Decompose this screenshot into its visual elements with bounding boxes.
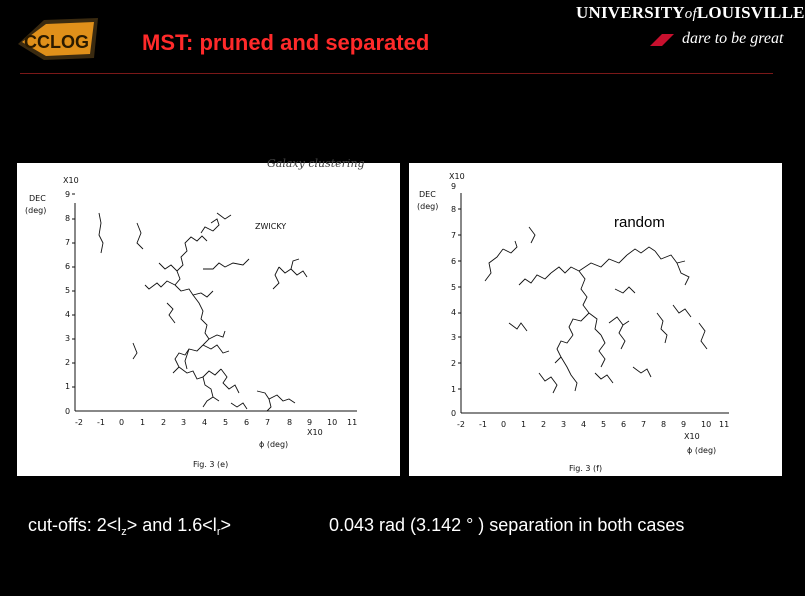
cutoffs-sub-r: r: [216, 526, 221, 538]
university-city: LOUISVILLE: [696, 3, 805, 22]
svg-text:6: 6: [451, 257, 457, 266]
svg-text:3: 3: [451, 333, 457, 342]
svg-text:8: 8: [661, 420, 667, 429]
cclog-logo: [14, 14, 102, 64]
svg-text:0: 0: [119, 418, 125, 427]
svg-text:2: 2: [161, 418, 167, 427]
cutoffs-text: [28, 515, 231, 538]
svg-text:6: 6: [65, 262, 71, 271]
x-tick-labels: [457, 420, 729, 429]
svg-text:5: 5: [223, 418, 229, 427]
x-scale-label: X10: [307, 428, 323, 437]
svg-text:4: 4: [581, 420, 587, 429]
mst-figure-random: [409, 163, 782, 476]
svg-text:9: 9: [65, 190, 71, 199]
university-swoosh-icon: [648, 32, 676, 48]
svg-text:-2: -2: [75, 418, 83, 427]
x-axis-label: ϕ (deg): [259, 440, 289, 449]
svg-text:7: 7: [451, 231, 457, 240]
y-scale-label: X10: [63, 176, 79, 185]
zwicky-label: ZWICKY: [255, 222, 287, 231]
mst-branches: [99, 213, 307, 411]
dec-unit: (deg): [417, 202, 439, 211]
header-divider: [20, 73, 773, 74]
svg-text:7: 7: [65, 238, 71, 247]
svg-text:1: 1: [521, 420, 527, 429]
svg-text:4: 4: [451, 308, 457, 317]
svg-text:3: 3: [181, 418, 187, 427]
slide-title: MST: pruned and separated: [142, 30, 430, 55]
mst-figure-zwicky: [17, 157, 400, 476]
cutoffs-prefix: cut-offs: 2<l: [28, 515, 122, 535]
svg-text:3: 3: [561, 420, 567, 429]
svg-text:8: 8: [287, 418, 293, 427]
svg-text:1: 1: [140, 418, 146, 427]
svg-text:9: 9: [451, 182, 457, 191]
y-scale-label: X10: [449, 172, 465, 181]
x-scale-label: X10: [684, 432, 700, 441]
svg-text:-1: -1: [479, 420, 487, 429]
svg-text:7: 7: [641, 420, 647, 429]
y-tick-labels: [451, 182, 456, 418]
svg-text:3: 3: [65, 334, 71, 343]
dec-label: DEC: [419, 190, 436, 199]
svg-text:10: 10: [701, 420, 712, 429]
svg-text:8: 8: [65, 214, 71, 223]
figure-caption: Fig. 3 (f): [569, 464, 603, 473]
x-tick-labels: [75, 418, 357, 427]
figure-top-caption: Galaxy clustering: [267, 157, 365, 170]
cutoffs-sub-z: z: [121, 526, 127, 538]
cutoffs-middle: > and 1.6<l: [126, 515, 217, 535]
svg-text:11: 11: [347, 418, 358, 427]
svg-text:0: 0: [451, 409, 457, 418]
svg-text:2: 2: [65, 358, 71, 367]
svg-text:6: 6: [621, 420, 627, 429]
university-tagline: dare to be great: [682, 30, 784, 47]
y-tick-labels: [65, 190, 70, 416]
university-word: UNIVERSITY: [576, 3, 685, 22]
svg-text:-2: -2: [457, 420, 465, 429]
svg-text:5: 5: [601, 420, 607, 429]
svg-text:6: 6: [244, 418, 250, 427]
svg-text:8: 8: [451, 205, 457, 214]
svg-text:11: 11: [719, 420, 730, 429]
svg-text:4: 4: [202, 418, 208, 427]
figure-caption: Fig. 3 (e): [193, 460, 229, 469]
svg-text:2: 2: [541, 420, 547, 429]
svg-text:7: 7: [265, 418, 271, 427]
svg-text:1: 1: [65, 382, 71, 391]
svg-text:-1: -1: [97, 418, 105, 427]
dec-label: DEC: [29, 194, 46, 203]
svg-text:1: 1: [451, 385, 457, 394]
dec-unit: (deg): [25, 206, 47, 215]
svg-text:5: 5: [451, 283, 457, 292]
x-axis-label: ϕ (deg): [687, 446, 717, 455]
svg-text:4: 4: [65, 310, 71, 319]
svg-text:9: 9: [307, 418, 313, 427]
university-of: of: [684, 6, 697, 22]
svg-text:0: 0: [501, 420, 507, 429]
university-name: [576, 3, 805, 23]
svg-text:10: 10: [327, 418, 338, 427]
svg-text:2: 2: [451, 359, 457, 368]
logo-text: CCLOG: [24, 32, 89, 52]
svg-text:0: 0: [65, 407, 71, 416]
random-label: random: [614, 214, 665, 231]
svg-text:5: 5: [65, 286, 71, 295]
mst-branches: [485, 227, 707, 393]
cutoffs-suffix: >: [220, 515, 231, 535]
separation-text: 0.043 rad (3.142 ° ) separation in both cases: [329, 515, 685, 535]
svg-text:9: 9: [681, 420, 687, 429]
